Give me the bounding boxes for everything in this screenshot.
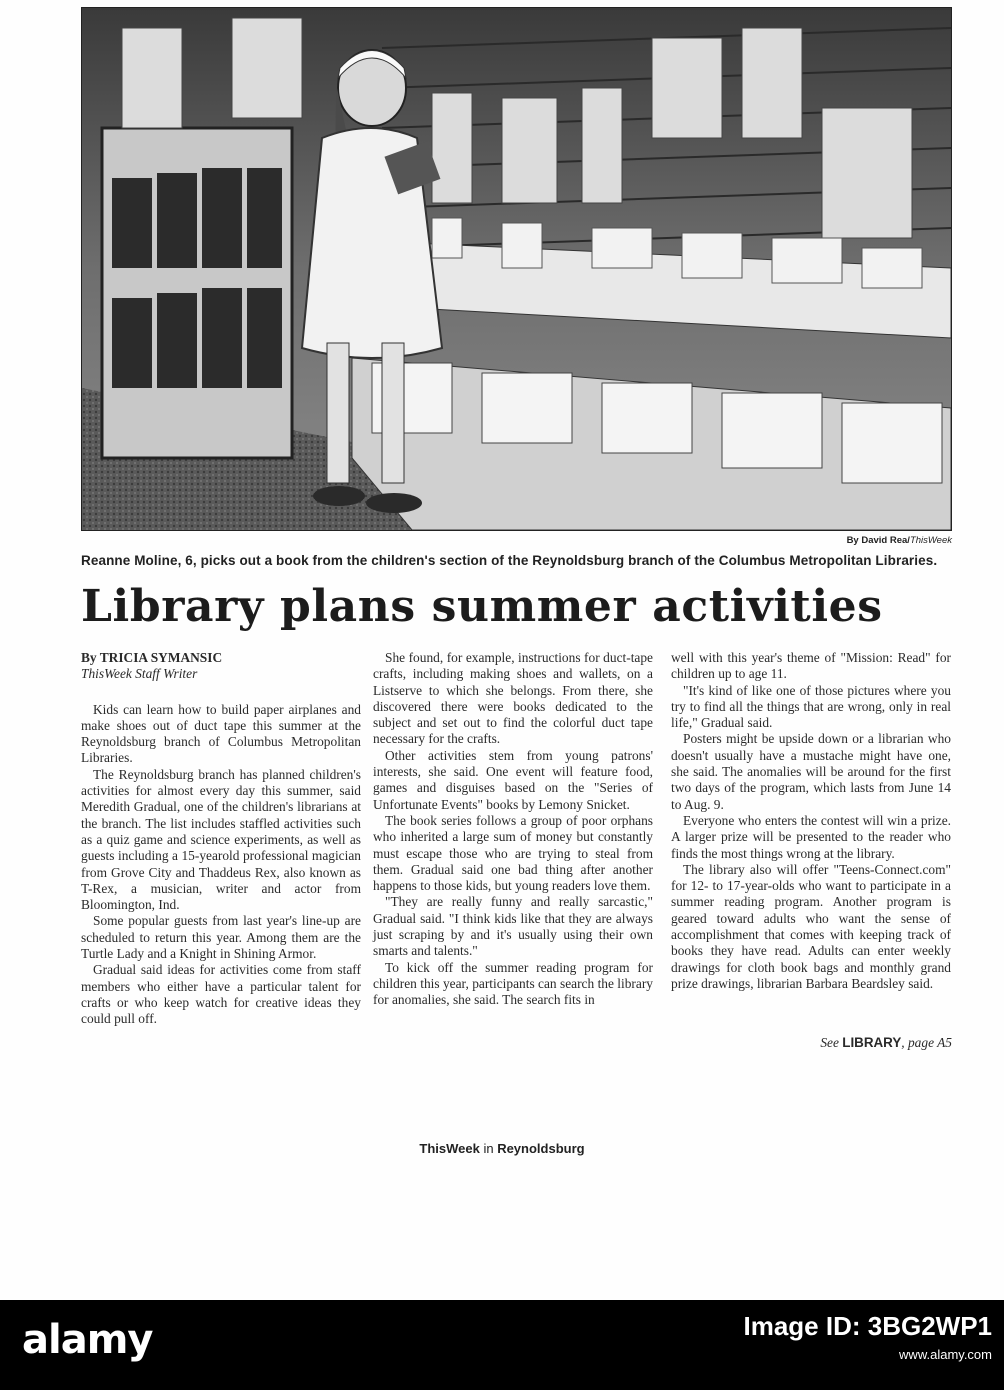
photo-credit-publication: ThisWeek: [909, 535, 952, 546]
paragraph: To kick off the summer reading program for children this year, participants can search the library for anomalies, she said. The search fits in: [373, 959, 653, 1008]
stock-site: www.alamy.com: [899, 1347, 992, 1362]
paragraph: Kids can learn how to build paper airplanes and make shoes out of duct tape this summer at the Reynoldsburg branch of Columbus Metropolitan Libraries.: [81, 701, 361, 766]
image-id: Image ID: 3BG2WP1: [743, 1311, 992, 1341]
paragraph: The book series follows a group of poor orphans who inherited a large sum of money but constantly must escape those who are trying to steal from them. Gradual said one bad thing after another happens to those kids, but young readers love them.: [373, 812, 653, 894]
paragraph: She found, for example, instructions for duct-tape crafts, including making shoes and wallets, on a Listserve to which she belongs. From there, she discovered there were books dedicated to the subject and set out to find the colorful duct tape necessary for the crafts.: [373, 650, 653, 747]
article-photo: [81, 7, 952, 531]
article-column-1: [81, 650, 361, 1028]
paragraph: well with this year's theme of "Mission: Read" for children up to age 11.: [671, 650, 951, 682]
jump-keyword: LIBRARY: [842, 1035, 902, 1050]
photo-credit: [847, 535, 952, 546]
page-footer: [0, 1141, 1004, 1156]
paragraph: Some popular guests from last year's line-up are scheduled to return this year. Among them are the Turtle Lady and a Knight in Shining Armor.: [81, 913, 361, 962]
paragraph: Posters might be upside down or a librarian who doesn't usually have a mustache might have one, she said. The anomalies will be around for the first two days of the program, which lasts from June 14 to Aug. 9.: [671, 731, 951, 812]
girl-reading-in-library-photo: [82, 8, 951, 530]
paragraph: Everyone who enters the contest will win a prize. A larger prize will be presented to the reader who finds the most things wrong at the library.: [671, 812, 951, 861]
photo-caption: Reanne Moline, 6, picks out a book from the children's section of the Reynoldsburg branch of the Columbus Metropolitan Libraries.: [81, 553, 938, 568]
headline: Library plans summer activities: [81, 581, 883, 632]
byline-title: ThisWeek Staff Writer: [81, 666, 198, 682]
article-column-3: [671, 650, 951, 992]
footer-place: Reynoldsburg: [497, 1141, 585, 1156]
paragraph: "They are really funny and really sarcastic," Gradual said. "I think kids like that they are always just scraping by and it's usually using their own smarts and talents.": [373, 894, 653, 959]
byline: By TRICIA SYMANSIC: [81, 650, 223, 665]
jump-see: See: [820, 1035, 839, 1050]
footer-brand: ThisWeek: [419, 1141, 480, 1156]
photo-credit-name: By David Rea/: [846, 535, 910, 546]
article-column-2: [373, 650, 653, 1009]
paragraph: The Reynoldsburg branch has planned children's activities for almost every day this summer, said Meredith Gradual, one of the children's librarians at the branch. The list includes staffled activities such as a quiz game and science experiments, as well as guests including a 15-yearold professional magician from Grove City and Thaddeus Rex, also known as T-Rex, a musician, writer and actor from Bloomington, Ind.: [81, 766, 361, 913]
alamy-logo: alamy: [22, 1317, 153, 1363]
paragraph: "It's kind of like one of those pictures where you try to find all the things that are wrong, only in real life," Gradual said.: [671, 682, 951, 731]
stock-image-info: [743, 1311, 992, 1369]
paragraph: Other activities stem from young patrons' interests, she said. One event will feature food, games and disguises based on the "Series of Unfortunate Events" books by Lemony Snicket.: [373, 747, 653, 812]
paragraph: Gradual said ideas for activities come from staff members who either have a particular talent for crafts or who keep watch for creative ideas they could pull off.: [81, 962, 361, 1027]
jump-page: , page A5: [901, 1035, 952, 1050]
paragraph: The library also will offer "Teens-Connect.com" for 12- to 17-year-olds who want to participate in a summer reading program. Another program is geared toward adults who want the sense of accomplishment that comes with keeping track of books they have read. Adults can enter weekly drawings for cloth book bags and monthly grand prize drawings, librarian Barbara Beardsley said.: [671, 861, 951, 991]
footer-in: in: [479, 1141, 498, 1156]
continued-jump-line: [820, 1035, 952, 1051]
